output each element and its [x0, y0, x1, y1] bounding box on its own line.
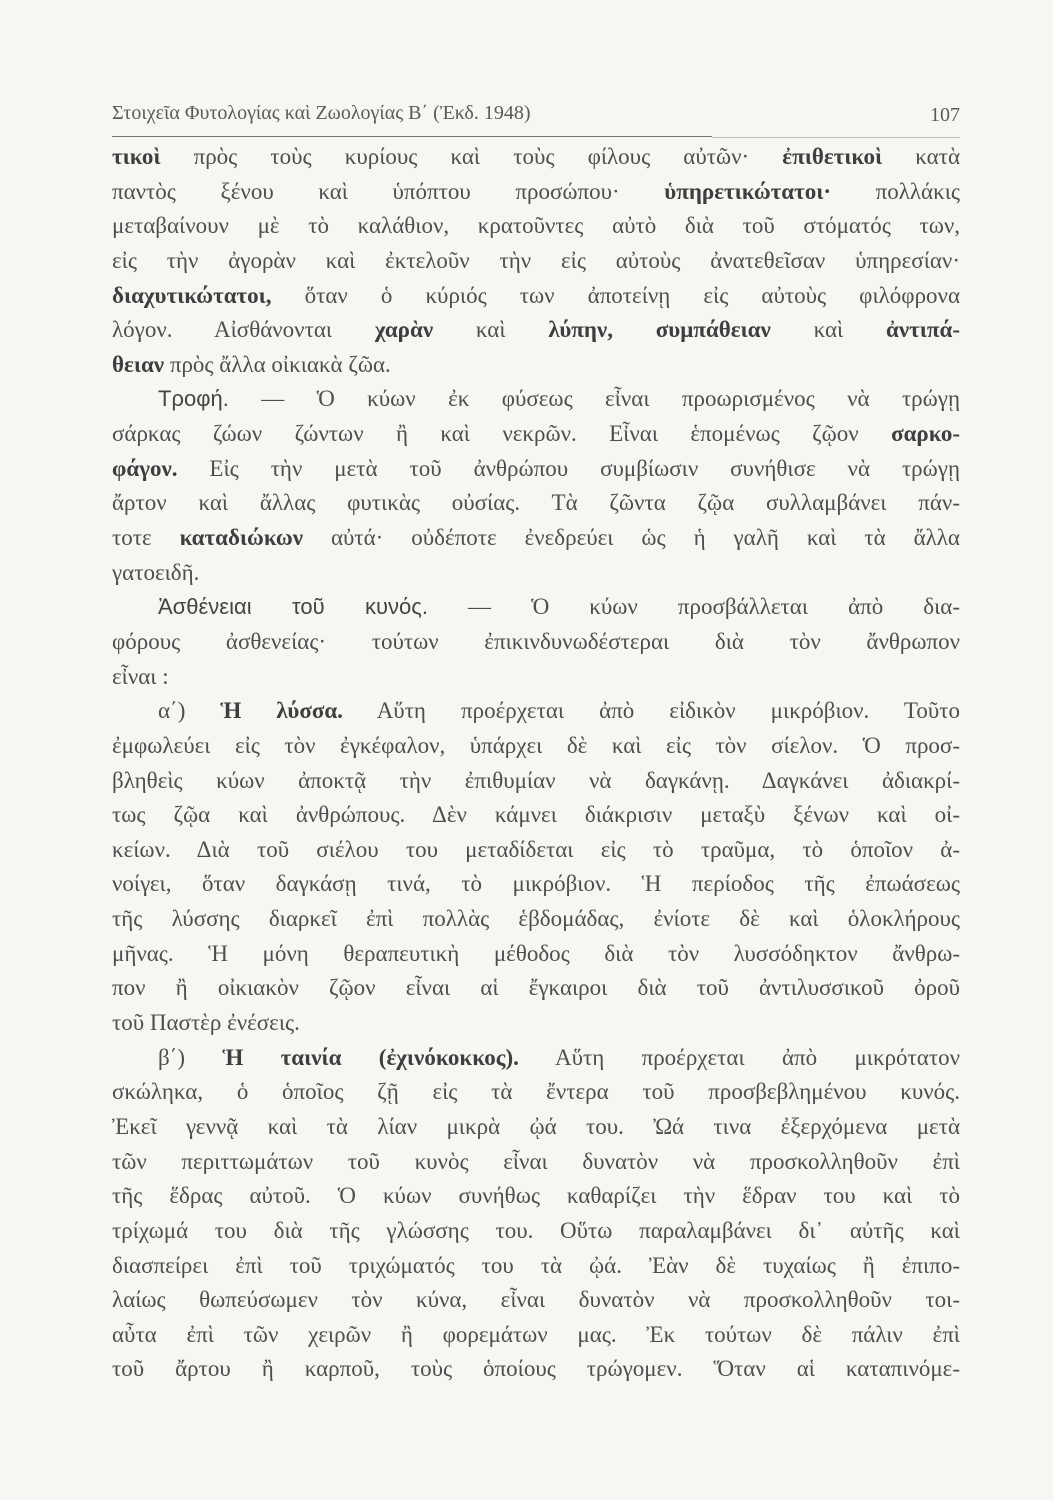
text-line — [112, 1006, 960, 1041]
text-run: τῶν περιττωμάτων τοῦ κυνὸς εἶναι δυνατὸν νὰ προσκολληθοῦν ἐπὶ — [112, 1148, 960, 1174]
text-run: τρίχωμά του διὰ τῆς γλώσσης του. Οὕτω παραλαμβάνει δι᾿ αὐτῆς καὶ — [112, 1217, 960, 1243]
text-line — [112, 348, 960, 383]
text-line — [112, 1075, 960, 1110]
text-run: τοῦ ἄρτου ἢ καρποῦ, τοὺς ὁποίους τρώγομεν. Ὅταν αἱ καταπινόμε- — [112, 1356, 960, 1382]
bold-term: λύπην, συμπάθειαν — [548, 317, 771, 343]
text-line — [112, 279, 960, 314]
text-run: λόγον. Αἰσθάνονται — [112, 317, 375, 343]
text-run: καὶ — [770, 317, 887, 343]
text-run: πρὸς ἄλλα οἰκιακὰ ζῶα. — [164, 351, 391, 377]
text-line — [112, 521, 960, 556]
text-run: εἰς τὴν ἀγορὰν καὶ ἐκτελοῦν τὴν εἰς αὐτοὺς ἀνατεθεῖσαν ὑπηρεσίαν· — [112, 247, 960, 273]
text-line — [112, 209, 960, 244]
text-run: ἐμφωλεύει εἰς τὸν ἐγκέφαλον, ὑπάρχει δὲ καὶ εἰς τὸν σίελον. Ὁ προσ- — [112, 732, 960, 758]
text-line — [112, 590, 960, 625]
text-line — [112, 1352, 960, 1387]
text-run: σάρκας ζώων ζώντων ἢ καὶ νεκρῶν. Εἶναι ἑπομένως ζῷον — [112, 421, 892, 447]
text-run: μῆνας. Ἡ μόνη θεραπευτικὴ μέθοδος διὰ τὸν λυσσόδηκτον ἄνθρω- — [112, 940, 960, 966]
text-run: — Ὁ κύων ἐκ φύσεως εἶναι προωρισμένος νὰ τρώγῃ — [228, 386, 960, 412]
text-line — [112, 1249, 960, 1284]
text-line — [112, 1214, 960, 1249]
text-run: λαίως θωπεύσωμεν τὸν κύνα, εἶναι δυνατὸν νὰ προσκολληθοῦν τοι- — [112, 1287, 960, 1313]
bold-term: Ἡ ταινία (ἐχινόκοκκος). — [222, 1044, 519, 1070]
text-line — [112, 625, 960, 660]
text-line — [112, 729, 960, 764]
text-line — [112, 937, 960, 972]
text-line — [112, 1145, 960, 1180]
text-line — [112, 1110, 960, 1145]
text-line — [112, 175, 960, 210]
header-rule — [112, 136, 712, 137]
text-line — [112, 313, 960, 348]
text-line — [112, 1041, 960, 1076]
bold-term: ἐπιθετικοὶ — [782, 144, 883, 169]
text-run: τως ζῷα καὶ ἀνθρώπους. Δὲν κάμνει διάκρισιν μεταξὺ ξένων καὶ οἰ- — [112, 802, 960, 828]
bold-term: φάγον. — [112, 455, 178, 481]
text-line — [112, 798, 960, 833]
text-run: αὖτα ἐπὶ τῶν χειρῶν ἢ φορεμάτων μας. Ἐκ τούτων δὲ πάλιν ἐπὶ — [112, 1321, 960, 1347]
bold-term: σαρκο- — [891, 421, 960, 447]
text-line — [112, 244, 960, 279]
text-line — [112, 867, 960, 902]
page-number: 107 — [930, 104, 960, 126]
text-line — [112, 1318, 960, 1353]
text-run: Αὕτη προέρχεται ἀπὸ εἰδικὸν μικρόβιον. Τοῦτο — [342, 698, 961, 724]
header-rule-faint — [712, 137, 960, 138]
text-run: β΄) — [158, 1044, 223, 1070]
text-line — [112, 486, 960, 521]
text-line — [112, 660, 960, 695]
text-line — [112, 452, 960, 487]
text-line — [112, 764, 960, 799]
text-run: τοῦ Παστὲρ ἐνέσεις. — [112, 1010, 300, 1036]
text-run: τοτε — [112, 525, 180, 551]
running-title: Στοιχεῖα Φυτολογίας καὶ Ζωολογίας Β΄ (Ἐκδ. 1948) — [112, 102, 531, 124]
text-run: — Ὁ κύων προσβάλλεται ἀπὸ δια- — [428, 594, 960, 620]
text-run: ὅταν ὁ κύριός των ἀποτείνῃ εἰς αὐτοὺς φιλόφρονα — [271, 282, 960, 308]
bold-term: ἀντιπά- — [886, 317, 960, 343]
text-run: αὐτά· οὐδέποτε ἐνεδρεύει ὡς ἡ γαλῆ καὶ τὰ ἄλλα — [303, 525, 960, 551]
text-run: ἄρτον καὶ ἄλλας φυτικὰς οὐσίας. Τὰ ζῶντα ζῷα συλλαμβάνει πάν- — [112, 490, 960, 516]
text-run: κείων. Διὰ τοῦ σιέλου του μεταδίδεται εἰς τὸ τραῦμα, τὸ ὁποῖον ἀ- — [112, 836, 960, 862]
text-run: μεταβαίνουν μὲ τὸ καλάθιον, κρατοῦντες αὐτὸ διὰ τοῦ στόματός των, — [112, 213, 960, 239]
section-heading: Τροφή. — [158, 386, 229, 412]
text-line — [112, 694, 960, 729]
text-run: κατὰ — [882, 144, 960, 169]
text-run: τῆς ἕδρας αὐτοῦ. Ὁ κύων συνήθως καθαρίζει τὴν ἕδραν του καὶ τὸ — [112, 1183, 960, 1209]
text-run: σκώληκα, ὁ ὁποῖος ζῇ εἰς τὰ ἔντερα τοῦ προσβεβλημένου κυνός. — [112, 1079, 960, 1105]
text-run: α΄) — [158, 698, 221, 724]
text-run: Αὕτη προέρχεται ἀπὸ μικρότατον — [518, 1044, 960, 1070]
text-run: καὶ — [433, 317, 549, 343]
text-run: Εἰς τὴν μετὰ τοῦ ἀνθρώπου συμβίωσιν συνήθισε νὰ τρώγῃ — [177, 455, 960, 481]
text-run: πολλάκις — [831, 178, 960, 204]
body-text — [112, 140, 960, 1387]
text-run: νοίγει, ὅταν δαγκάσῃ τινά, τὸ μικρόβιον. Ἡ περίοδος τῆς ἐπωάσεως — [112, 871, 960, 897]
text-run: παντὸς ξένου καὶ ὑπόπτου προσώπου· — [112, 178, 665, 204]
bold-term: Ἡ λύσσα. — [220, 698, 343, 724]
text-line — [112, 1179, 960, 1214]
text-run: βληθεὶς κύων ἀποκτᾷ τὴν ἐπιθυμίαν νὰ δαγκάνῃ. Δαγκάνει ἀδιακρί- — [112, 767, 960, 793]
text-run: γατοειδῆ. — [112, 559, 200, 585]
text-line — [112, 417, 960, 452]
text-run: εἶναι : — [112, 663, 169, 689]
bold-term: χαρὰν — [374, 317, 434, 343]
text-line — [112, 833, 960, 868]
bold-term: καταδιώκων — [179, 525, 304, 551]
bold-term: τικοὶ — [112, 144, 161, 169]
text-line — [112, 140, 960, 175]
text-run: πον ἢ οἰκιακὸν ζῷον εἶναι αἱ ἔγκαιροι διὰ τοῦ ἀντιλυσσικοῦ ὀροῦ — [112, 975, 960, 1001]
text-line — [112, 556, 960, 591]
section-heading: Ἀσθένειαι τοῦ κυνός. — [158, 594, 429, 620]
text-run: τῆς λύσσης διαρκεῖ ἐπὶ πολλὰς ἑβδομάδας, ἐνίοτε δὲ καὶ ὁλοκλήρους — [112, 906, 960, 932]
bold-term: διαχυτικώτατοι, — [112, 282, 272, 308]
bold-term: ὑπηρετικώτατοι· — [664, 178, 832, 204]
text-run: φόρους ἀσθενείας· τούτων ἐπικινδυνωδέστεραι διὰ τὸν ἄνθρωπον — [112, 628, 960, 654]
text-run: Ἐκεῖ γεννᾷ καὶ τὰ λίαν μικρὰ ᾠά του. Ὠά τινα ἐξερχόμενα μετὰ — [112, 1113, 960, 1139]
text-line — [112, 902, 960, 937]
text-line — [112, 1283, 960, 1318]
running-header — [112, 102, 960, 132]
text-line — [112, 971, 960, 1006]
text-run: διασπείρει ἐπὶ τοῦ τριχώματός του τὰ ᾠά. Ἐὰν δὲ τυχαίως ἢ ἐπιπο- — [112, 1252, 960, 1278]
bold-term: θειαν — [112, 351, 165, 377]
text-run: πρὸς τοὺς κυρίους καὶ τοὺς φίλους αὐτῶν· — [160, 144, 783, 169]
text-line — [112, 382, 960, 417]
